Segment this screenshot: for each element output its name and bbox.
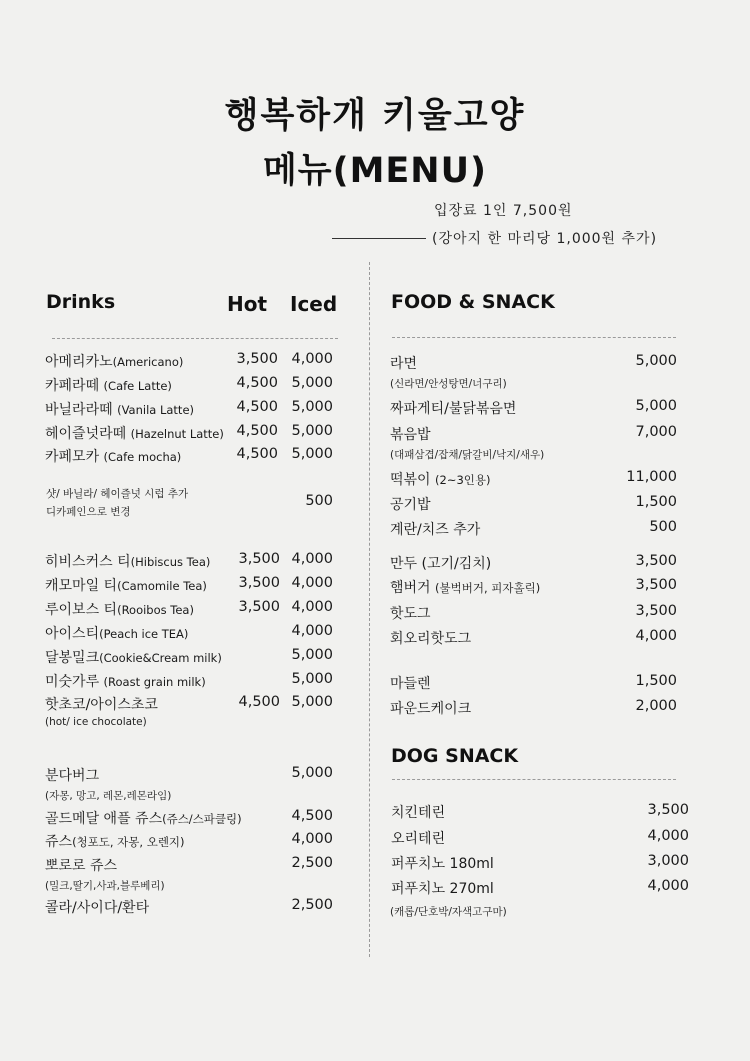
- food-price: 3,500: [635, 553, 677, 569]
- iced-price: 4,000: [291, 351, 333, 367]
- food-price: 11,000: [626, 469, 677, 485]
- juice-note: (밀크,딸기,사과,블루베리): [45, 880, 165, 892]
- menu-title-line2: 메뉴(MENU): [262, 151, 488, 191]
- item-name: 만두 (고기/김치): [390, 556, 492, 572]
- food-price: 4,000: [635, 628, 677, 644]
- fee-divider: [332, 238, 426, 239]
- juice-item: [45, 765, 99, 785]
- juice-item: [45, 897, 149, 917]
- iced-price: 4,000: [291, 599, 333, 615]
- menu-title-line1: 행복하개 키울고양: [224, 96, 526, 136]
- item-note: (청포도, 자몽, 오렌지): [72, 835, 185, 849]
- juice-price: 5,000: [291, 765, 333, 781]
- drink-item: [45, 446, 181, 466]
- item-name: 핫도그: [390, 606, 431, 622]
- tea-item: [45, 599, 194, 619]
- dog-snack-item: [391, 802, 445, 822]
- item-name: 골드메달 애플 쥬스: [45, 811, 163, 827]
- item-name: 아메리카노: [45, 354, 113, 370]
- dog-snack-title: DOG SNACK: [391, 745, 519, 767]
- hot-price: 4,500: [236, 423, 278, 439]
- item-note: (Americano): [112, 355, 184, 369]
- food-price: 500: [649, 519, 677, 535]
- food-item: [390, 424, 431, 444]
- tea-item: [45, 551, 210, 571]
- item-name: 오리테린: [391, 831, 446, 847]
- item-note: (Peach ice TEA): [99, 627, 189, 641]
- item-note: (2~3인용): [435, 473, 491, 487]
- item-note: (Cookie&Cream milk): [99, 651, 222, 665]
- juice-price: 4,000: [291, 831, 333, 847]
- item-name: 헤이즐넛라떼: [45, 426, 131, 442]
- item-name: 카페라떼: [45, 378, 104, 394]
- item-name: 아이스티: [45, 626, 100, 642]
- tea-item: [45, 623, 188, 643]
- item-name: 공기밥: [390, 497, 431, 513]
- entry-fee: 입장료 1인 7,500원: [434, 203, 573, 219]
- item-name: 볶음밥: [390, 427, 431, 443]
- tea-item: [45, 671, 206, 691]
- drink-item: [45, 375, 172, 395]
- food-price: 3,500: [635, 577, 677, 593]
- item-name: 달봉밀크: [45, 650, 100, 666]
- iced-price: 4,000: [291, 575, 333, 591]
- dog-snack-price: 4,000: [647, 878, 689, 894]
- drink-item: [45, 399, 194, 419]
- food-title: FOOD & SNACK: [391, 291, 555, 313]
- item-name: 회오리핫도그: [390, 631, 472, 647]
- decaf-option: 디카페인으로 변경: [46, 506, 131, 518]
- food-note: (신라면/안성탕면/너구리): [390, 378, 507, 390]
- item-note: (쥬스/스파클링): [162, 812, 242, 826]
- choco-note: (hot/ ice chocolate): [45, 716, 147, 728]
- item-name: 떡볶이: [390, 472, 436, 488]
- extra-option: 샷/ 바닐라/ 헤이즐넛 시럽 추가: [46, 488, 189, 500]
- dog-fee: (강아지 한 마리당 1,000원 추가): [432, 231, 658, 247]
- item-name: 짜파게티/불닭볶음면: [390, 401, 517, 417]
- food-price: 2,000: [635, 698, 677, 714]
- iced-price: 5,000: [291, 671, 333, 687]
- tea-item: [45, 694, 158, 714]
- drink-item: [45, 423, 224, 443]
- hot-price: 3,500: [238, 575, 280, 591]
- food-item: [390, 577, 540, 597]
- hot-price: 4,500: [236, 375, 278, 391]
- item-note: (Roast grain milk): [103, 675, 206, 689]
- hot-label: Hot: [227, 292, 268, 316]
- food-price: 1,500: [635, 673, 677, 689]
- juice-note: (자몽, 망고, 레몬,레몬라임): [45, 790, 172, 802]
- juice-item: [45, 831, 185, 851]
- food-price: 3,500: [635, 603, 677, 619]
- item-name: 뽀로로 쥬스: [45, 858, 118, 874]
- food-item: [390, 628, 471, 648]
- dog-snack-price: 3,000: [647, 853, 689, 869]
- item-name: 마들렌: [390, 676, 431, 692]
- item-name: 히비스커스 티: [45, 554, 131, 570]
- dog-snack-price: 3,500: [647, 802, 689, 818]
- item-name: 카페모카: [45, 449, 104, 465]
- item-name: 퍼푸치노 180ml: [391, 856, 494, 872]
- item-note: (Vanila Latte): [117, 403, 195, 417]
- food-note: (대패삼겹/잡채/닭갈비/낙지/새우): [390, 449, 545, 461]
- extra-price: 500: [305, 493, 333, 509]
- iced-price: 5,000: [291, 446, 333, 462]
- food-price: 5,000: [635, 353, 677, 369]
- iced-price: 5,000: [291, 694, 333, 710]
- item-name: 바닐라라떼: [45, 402, 118, 418]
- food-item: [390, 553, 491, 573]
- hot-price: 3,500: [238, 599, 280, 615]
- food-divider: [392, 337, 676, 338]
- item-note: (Hibiscus Tea): [130, 555, 211, 569]
- item-name: 치킨테린: [391, 805, 446, 821]
- item-name: 계란/치즈 추가: [390, 522, 481, 538]
- juice-item: [45, 808, 242, 828]
- hot-price: 4,500: [238, 694, 280, 710]
- item-note: (Rooibos Tea): [117, 603, 194, 617]
- item-name: 캐모마일 티: [45, 578, 118, 594]
- food-item: [390, 519, 480, 539]
- item-name: 핫초코/아이스초코: [45, 697, 158, 713]
- dog-snack-note: (캐롭/단호박/자색고구마): [390, 906, 507, 918]
- item-note: (Cafe Latte): [103, 379, 172, 393]
- food-item: [390, 673, 431, 693]
- drink-item: [45, 351, 183, 371]
- iced-price: 5,000: [291, 423, 333, 439]
- tea-item: [45, 575, 207, 595]
- food-item: [390, 353, 417, 373]
- item-name: 콜라/사이다/환타: [45, 900, 150, 916]
- dog-snack-item: [391, 878, 494, 898]
- item-name: 파운드케이크: [390, 701, 472, 717]
- food-price: 7,000: [635, 424, 677, 440]
- hot-price: 3,500: [236, 351, 278, 367]
- item-note: (불벅버거, 피자홀릭): [435, 581, 541, 595]
- item-note: (Hazelnut Latte): [130, 427, 224, 441]
- food-item: [390, 698, 471, 718]
- hot-price: 4,500: [236, 399, 278, 415]
- iced-price: 4,000: [291, 551, 333, 567]
- item-name: 미숫가루: [45, 674, 104, 690]
- food-item: [390, 494, 431, 514]
- item-name: 햄버거: [390, 580, 436, 596]
- juice-item: [45, 855, 117, 875]
- dog-snack-divider: [392, 779, 676, 780]
- iced-price: 5,000: [291, 375, 333, 391]
- iced-price: 5,000: [291, 399, 333, 415]
- dog-snack-item: [391, 853, 494, 873]
- juice-price: 2,500: [291, 855, 333, 871]
- item-note: (Camomile Tea): [117, 579, 207, 593]
- item-name: 퍼푸치노 270ml: [391, 881, 494, 897]
- iced-price: 5,000: [291, 647, 333, 663]
- food-item: [390, 469, 491, 489]
- iced-label: Iced: [290, 292, 338, 316]
- tea-item: [45, 647, 222, 667]
- juice-price: 2,500: [291, 897, 333, 913]
- dog-snack-item: [391, 828, 445, 848]
- drinks-divider: [52, 338, 338, 339]
- column-divider: [369, 262, 370, 957]
- item-name: 분다버그: [45, 768, 100, 784]
- juice-price: 4,500: [291, 808, 333, 824]
- hot-price: 3,500: [238, 551, 280, 567]
- food-item: [390, 603, 431, 623]
- item-name: 루이보스 티: [45, 602, 118, 618]
- item-note: (Cafe mocha): [103, 450, 182, 464]
- iced-price: 4,000: [291, 623, 333, 639]
- food-price: 1,500: [635, 494, 677, 510]
- food-item: [390, 398, 516, 418]
- food-price: 5,000: [635, 398, 677, 414]
- item-name: 라면: [390, 356, 418, 372]
- dog-snack-price: 4,000: [647, 828, 689, 844]
- item-name: 쥬스: [45, 834, 73, 850]
- drinks-title: Drinks: [46, 291, 116, 313]
- hot-price: 4,500: [236, 446, 278, 462]
